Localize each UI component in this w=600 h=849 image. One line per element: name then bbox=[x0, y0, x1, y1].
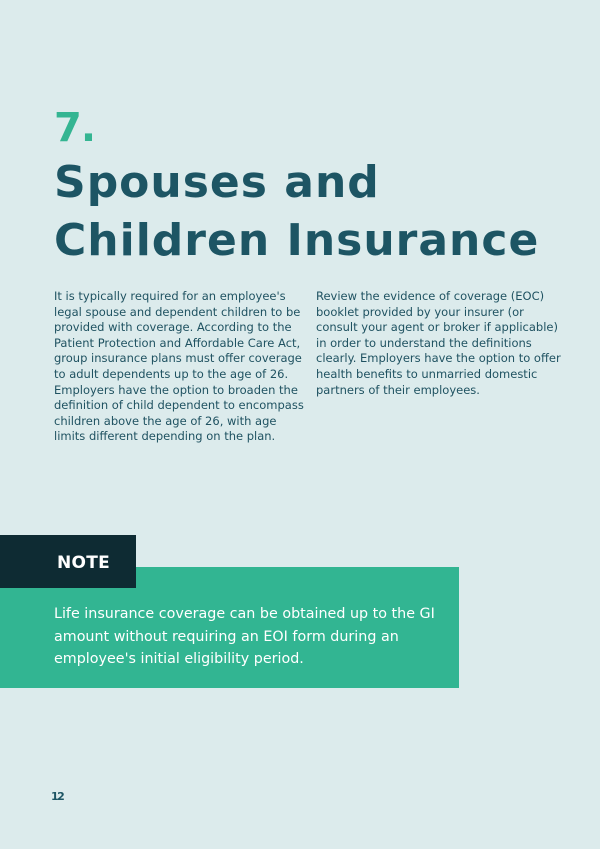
note-label: NOTE bbox=[57, 553, 111, 573]
section-number: 7. bbox=[54, 105, 96, 151]
body-text-right-column: Review the evidence of coverage (EOC) booklet provided by your insurer (or consult your agent or broker if applicable) in order to understand the definitions clearly. Employers have the option to offer health benefits to unmarried domestic partners of their employees. bbox=[316, 289, 561, 397]
page-title bbox=[54, 154, 539, 270]
page-number: 12 bbox=[51, 790, 64, 803]
page-title-line-1: Spouses and bbox=[54, 157, 380, 208]
note-text: Life insurance coverage can be obtained up to the GI amount without requiring an EOI form during an employee's initial eligibility period. bbox=[54, 606, 435, 667]
body-text-left-column: It is typically required for an employee's legal spouse and dependent children to be provided with coverage. According to the Patient Protection and Affordable Care Act, group insurance plans must offer coverage to adult dependents up to the age of 26. Employers have the option to broaden the definition of child dependent to encompass children above the age of 26, with age limits different depending on the plan. bbox=[54, 289, 304, 444]
page-title-line-2: Children Insurance bbox=[54, 215, 540, 266]
